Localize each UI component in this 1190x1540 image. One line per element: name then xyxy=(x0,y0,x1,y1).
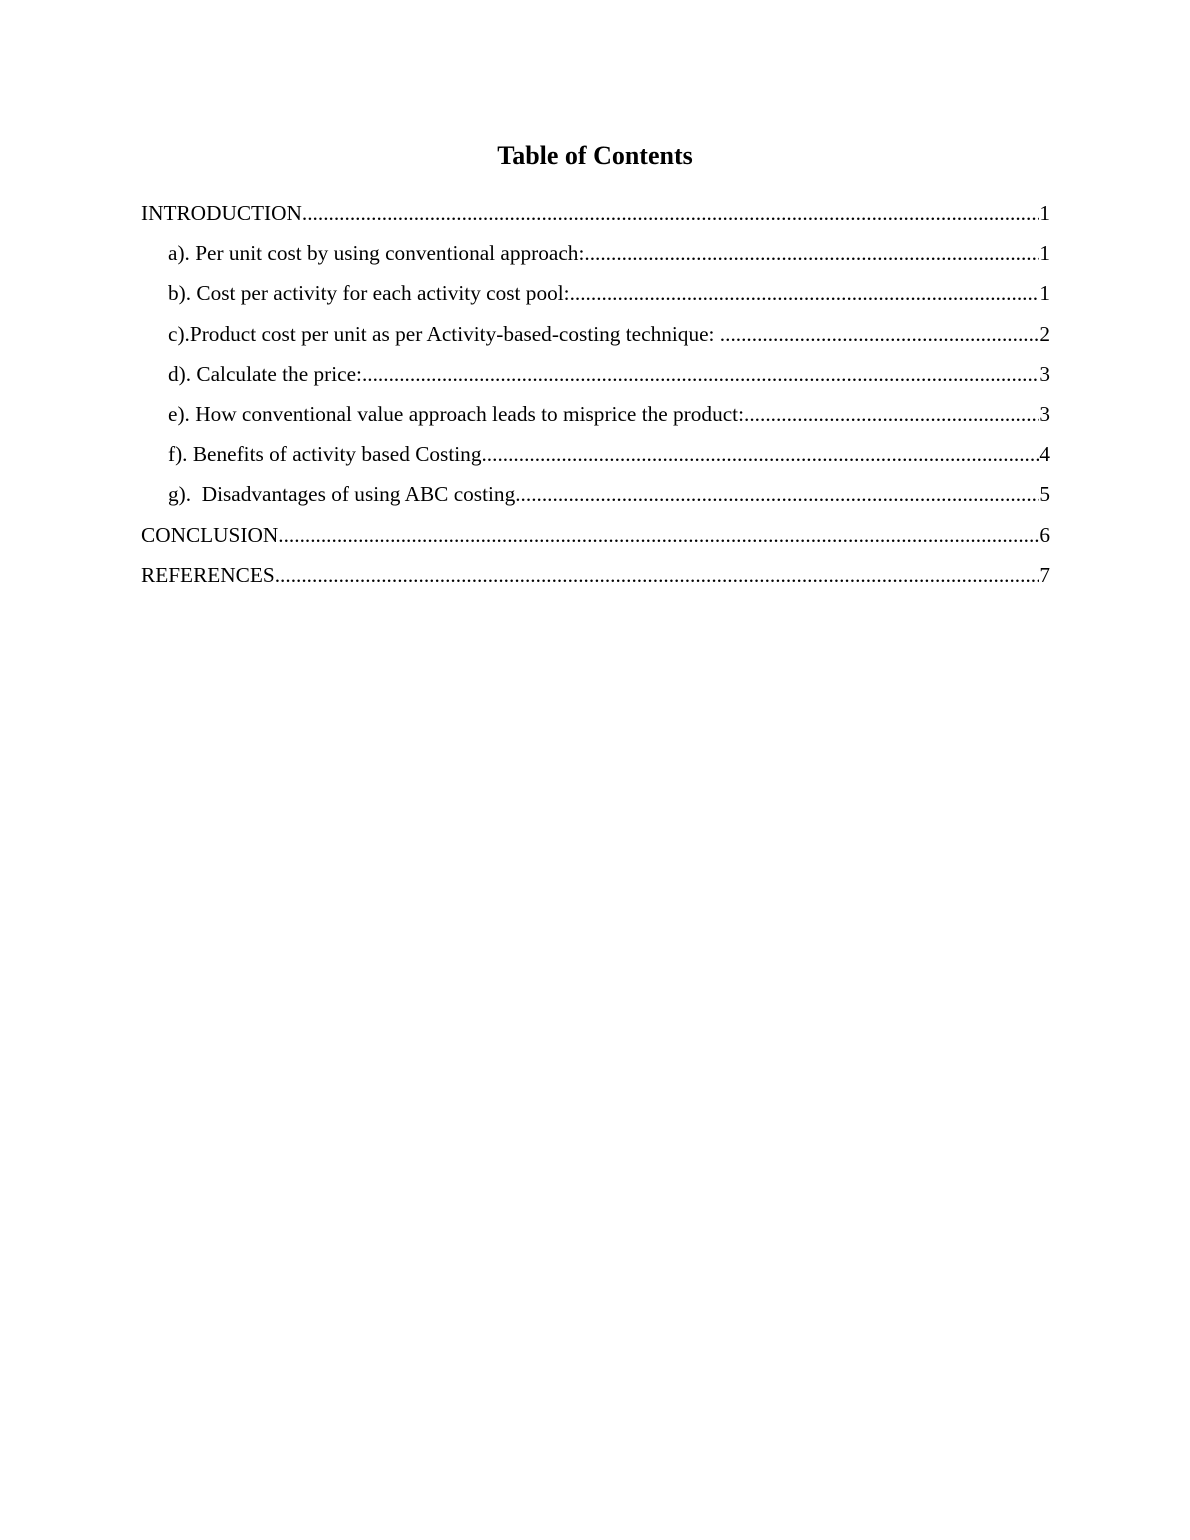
toc-entry-references[interactable] xyxy=(141,558,1050,598)
toc-entry-label: e). How conventional value approach leads to misprice the product: xyxy=(168,401,745,426)
toc-entry-d[interactable] xyxy=(141,357,1050,397)
toc-entry-label: a). Per unit cost by using conventional approach: xyxy=(168,241,585,266)
toc-entry-introduction[interactable] xyxy=(141,196,1050,236)
toc-entry-f[interactable] xyxy=(141,437,1050,477)
toc-title: Table of Contents xyxy=(497,141,693,170)
toc-entry-page-number: 4 xyxy=(1039,442,1050,467)
toc-entry-label: b). Cost per activity for each activity cost pool: xyxy=(168,281,570,306)
toc-leader-dots xyxy=(570,276,1040,310)
toc-entry-page-number: 6 xyxy=(1039,522,1050,547)
toc-leader-dots xyxy=(302,196,1039,230)
toc-entry-label: CONCLUSION xyxy=(141,522,279,547)
toc-entry-label: c).Product cost per unit as per Activity-based-costing technique: xyxy=(168,321,720,346)
toc-entry-label: f). Benefits of activity based Costing xyxy=(168,442,482,467)
toc-entry-page-number: 5 xyxy=(1039,482,1050,507)
toc-leader-dots xyxy=(275,558,1040,592)
toc-entry-g[interactable] xyxy=(141,477,1050,517)
toc-entry-page-number: 1 xyxy=(1039,241,1050,266)
toc-entry-label: INTRODUCTION xyxy=(141,201,302,225)
toc-entry-page-number: 1 xyxy=(1039,281,1050,306)
toc-entry-page-number: 7 xyxy=(1039,562,1050,587)
toc-entry-page-number: 3 xyxy=(1039,401,1050,426)
toc-entry-conclusion[interactable] xyxy=(141,518,1050,558)
toc-leader-dots xyxy=(720,317,1040,351)
toc-entry-c[interactable] xyxy=(141,317,1050,357)
toc-leader-dots xyxy=(362,357,1039,391)
toc-entry-a[interactable] xyxy=(141,236,1050,276)
toc-entry-label: g). Disadvantages of using ABC costing xyxy=(168,482,516,507)
toc-entry-e[interactable] xyxy=(141,397,1050,437)
toc-leader-dots xyxy=(515,477,1039,511)
toc-leader-dots xyxy=(584,236,1039,270)
toc-leader-dots xyxy=(744,397,1039,431)
toc-entry-page-number: 2 xyxy=(1039,321,1050,346)
toc-entry-label: d). Calculate the price: xyxy=(168,361,362,386)
toc-list xyxy=(141,196,1050,598)
toc-entry-label: REFERENCES xyxy=(141,562,275,587)
toc-entry-b[interactable] xyxy=(141,276,1050,316)
toc-entry-page-number: 1 xyxy=(1039,201,1050,225)
toc-leader-dots xyxy=(481,437,1039,471)
toc-leader-dots xyxy=(278,518,1039,552)
toc-entry-page-number: 3 xyxy=(1039,361,1050,386)
